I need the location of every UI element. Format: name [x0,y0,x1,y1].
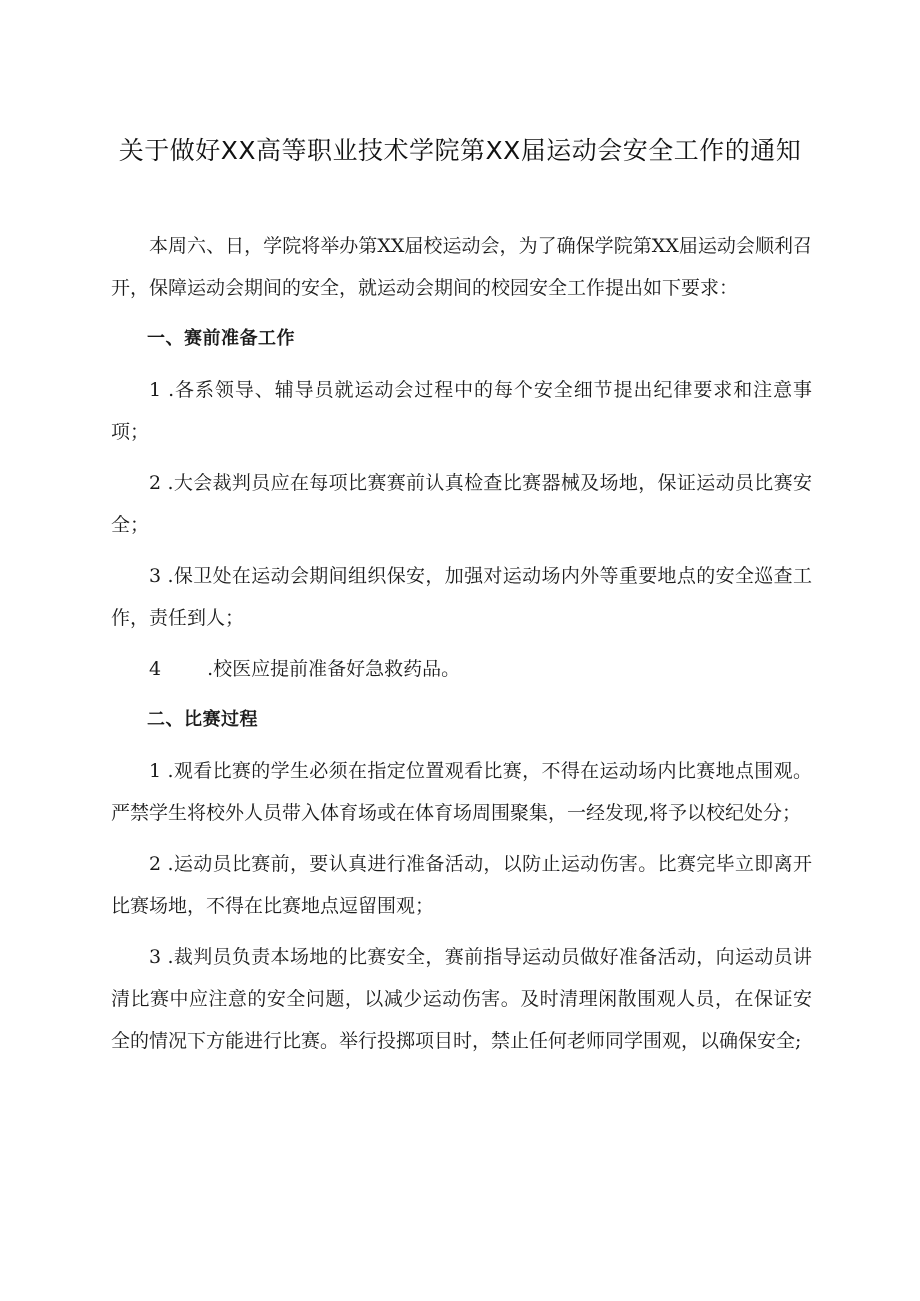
item-number: 2 [149,472,162,494]
item-number: 4 [149,658,162,680]
list-item [111,462,812,546]
item-text: .保卫处在运动会期间组织保安，加强对运动场内外等重要地点的安全巡查工作，责任到人； [111,565,812,629]
item-text: .运动员比赛前，要认真进行准备活动，以防止运动伤害。比赛完毕立即离开比赛场地，不得在比赛地点逗留围观； [111,853,812,917]
section-heading-competition: 二、比赛过程 [147,709,258,730]
document-body [111,225,812,1071]
item-text: .校医应提前准备好急救药品。 [207,658,461,680]
item-text: .观看比赛的学生必须在指定位置观看比赛，不得在运动场内比赛地点围观。严禁学生将校外人员带入体育场或在体育场周围聚集，一经发现,将予以校纪处分； [111,760,812,824]
item-text: .裁判员负责本场地的比赛安全，赛前指导运动员做好准备活动，向运动员讲清比赛中应注意的安全问题，以减少运动伤害。及时清理闲散围观人员，在保证安全的情况下方能进行比赛。举行投掷项目时，禁止任何老师同学围观，以确保安全; [111,946,812,1052]
document-title: 关于做好XX高等职业技术学院第XX届运动会安全工作的通知 [118,136,802,165]
item-text: .各系领导、辅导员就运动会过程中的每个安全细节提出纪律要求和注意事项； [111,379,812,443]
item-number: 1 [149,379,162,401]
item-number: 1 [149,760,162,782]
list-item [111,843,812,927]
list-item [111,369,812,453]
section-heading-preparation: 一、赛前准备工作 [147,328,295,349]
item-text: .大会裁判员应在每项比赛赛前认真检查比赛器械及场地，保证运动员比赛安全； [111,472,812,536]
list-item [111,936,812,1062]
item-number: 3 [149,946,162,968]
item-number: 2 [149,853,162,875]
list-item [111,555,812,639]
item-number: 3 [149,565,162,587]
list-item [111,750,812,834]
list-item [111,648,812,690]
intro-paragraph: 本周六、日，学院将举办第XX届校运动会，为了确保学院第XX届运动会顺利召开，保障运动会期间的安全，就运动会期间的校园安全工作提出如下要求： [111,235,812,299]
